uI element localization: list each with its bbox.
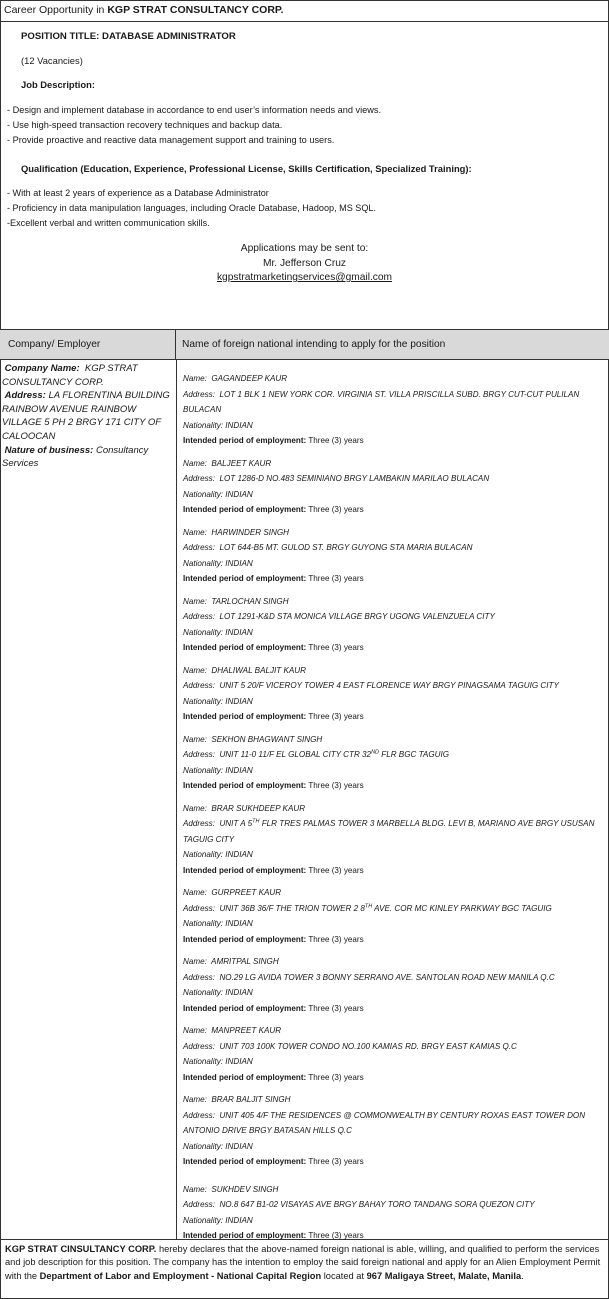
applicant-nationality: INDIAN (225, 420, 253, 430)
applicant-name: DHALIWAL BALJIT KAUR (211, 665, 306, 675)
applicant-nationality-line: Nationality: INDIAN (183, 696, 253, 706)
applicant-name-line: Name: TARLOCHAN SINGH (183, 596, 289, 606)
applicant-entry (183, 1023, 605, 1085)
applicant-name-line: Name: SEKHON BHAGWANT SINGH (183, 734, 323, 744)
applicant-address-line: Address: UNIT 405 4/F THE RESIDENCES @ COMMONWEALTH BY CENTURY ROXAS EAST TOWER DON ANTONIO DRIVE BRGY BATASAN HILLS Q.C (183, 1110, 586, 1135)
applicant-period-line: Intended period of employment: Three (3) years (183, 505, 364, 514)
footer-dole: Department of Labor and Employment - National Capital Region (39, 1270, 322, 1281)
applicant-name-line: Name: BRAR SUKHDEEP KAUR (183, 803, 306, 813)
applicant-nationality-line: Nationality: INDIAN (183, 1215, 253, 1225)
qualification-heading: Qualification (Education, Experience, Professional License, Skills Certification, Specialized Training): (21, 163, 472, 174)
applicant-nationality-line: Nationality: INDIAN (183, 1141, 253, 1151)
applicant-address-line: Address: LOT 1 BLK 1 NEW YORK COR. VIRGINIA ST. VILLA PRISCILLA SUBD. BRGY CUT-CUT PULILAN BULACAN (183, 389, 580, 414)
applicant-name: BRAR BALJIT SINGH (211, 1095, 291, 1104)
applicant-nationality: INDIAN (225, 558, 253, 568)
job-section (0, 22, 609, 329)
applicant-nationality-line: Nationality: INDIAN (183, 919, 253, 928)
applicant-address: UNIT 703 100K TOWER CONDO NO.100 KAMIAS RD. BRGY EAST KAMIAS Q.C (219, 1041, 517, 1051)
applicant-nationality: INDIAN (225, 1141, 253, 1151)
applicant-entry (183, 1182, 605, 1244)
applicant-entry (183, 801, 605, 879)
applicant-period: Three (3) years (308, 436, 364, 445)
footer-location: 967 Maligaya Street, Malate, Manila (366, 1270, 522, 1281)
applicant-period: Three (3) years (308, 1157, 364, 1166)
applicant-entry (183, 954, 605, 1016)
applicant-period: Three (3) years (308, 574, 364, 583)
company-address-label: Address: (4, 390, 46, 402)
list-item: - Provide proactive and reactive data management support and training to users. (7, 135, 335, 145)
company-business-label: Nature of business: (4, 444, 94, 456)
applicant-name-line: Name: BRAR BALJIT SINGH (183, 1095, 291, 1104)
applicant-entry (183, 594, 605, 656)
applicant-period-line: Intended period of employment: Three (3) years (183, 934, 364, 944)
applicant-period-line: Intended period of employment: Three (3) years (183, 1157, 364, 1166)
applicant-name-line: Name: MANPREET KAUR (183, 1026, 282, 1035)
applicant-nationality: INDIAN (225, 1057, 253, 1066)
applicant-nationality: INDIAN (225, 919, 253, 928)
applicant-name: GURPREET KAUR (211, 888, 282, 897)
applicant-period-line: Intended period of employment: Three (3) years (183, 574, 364, 583)
applicant-nationality: INDIAN (225, 489, 253, 499)
col-company-header: Company/ Employer (0, 330, 176, 359)
applicant-nationality: INDIAN (225, 696, 253, 706)
applicant-list (183, 371, 605, 1244)
applicant-period-line: Intended period of employment: Three (3) years (183, 1231, 364, 1240)
applicant-name-line: Name: BALJEET KAUR (183, 458, 272, 468)
applicant-nationality: INDIAN (225, 627, 253, 637)
applicant-nationality-line: Nationality: INDIAN (183, 489, 253, 499)
applicant-nationality: INDIAN (225, 850, 253, 859)
applicant-period: Three (3) years (308, 643, 364, 652)
company-address-value: LA FLORENTINA BUILDING RAINBOW AVENUE RAINBOW VILLAGE 5 PH 2 BRGY 171 CITY OF CALOOCAN (2, 390, 170, 442)
applicant-address: UNIT 11-0 11/F EL GLOBAL CITY CTR 32ND FLR BGC TAGUIG (219, 749, 450, 759)
applicant-name: SUKHDEV SINGH (211, 1184, 279, 1194)
applicant-entry (183, 371, 605, 449)
footer-company: KGP STRAT CINSULTANCY CORP. (5, 1244, 157, 1254)
applicant-entry (183, 456, 605, 518)
column-divider (176, 360, 177, 1240)
applicant-address: UNIT 36B 36/F THE TRION TOWER 2 8TH AVE. COR MC KINLEY PARKWAY BGC TAGUIG (219, 902, 552, 913)
job-description-list (7, 103, 381, 148)
applicant-period: Three (3) years (308, 781, 364, 790)
applicant-name: HARWINDER SINGH (211, 527, 289, 537)
applicant-entry (183, 663, 605, 725)
applicant-address: UNIT 405 4/F THE RESIDENCES @ COMMONWEALTH BY CENTURY ROXAS EAST TOWER DON ANTONIO DRIVE BRGY BATASAN HILLS Q.C (183, 1110, 586, 1135)
company-cell (2, 362, 176, 471)
applicant-name: GAGANDEEP KAUR (211, 374, 288, 383)
applicant-period: Three (3) years (308, 865, 364, 875)
applicant-address: LOT 1 BLK 1 NEW YORK COR. VIRGINIA ST. VILLA PRISCILLA SUBD. BRGY CUT-CUT PULILAN BULACAN (183, 389, 580, 414)
vacancies: (12 Vacancies) (21, 55, 83, 66)
applicant-address-line: Address: LOT 1286-D NO.483 SEMINIANO BRGY LAMBAKIN MARILAO BULACAN (183, 474, 490, 483)
header-company: KGP STRAT CONSULTANCY CORP. (107, 4, 284, 16)
company-business-value: Consultancy Services (2, 444, 149, 470)
application-contact (0, 242, 609, 286)
applicant-nationality-line: Nationality: INDIAN (183, 1057, 253, 1066)
table-header (0, 329, 609, 360)
applicant-period-line: Intended period of employment: Three (3) years (183, 643, 364, 652)
applicant-entry (183, 885, 605, 947)
list-item: - Proficiency in data manipulation languages, including Oracle Database, Hadoop, MS SQL. (7, 203, 377, 213)
applicant-address: LOT 1286-D NO.483 SEMINIANO BRGY LAMBAKIN MARILAO BULACAN (219, 474, 490, 483)
applicant-address: UNIT 5 20/F VICEROY TOWER 4 EAST FLORENCE WAY BRGY PINAGSAMA TAGUIG CITY (219, 681, 559, 690)
applicant-period: Three (3) years (308, 1231, 364, 1240)
declaration-footer (0, 1240, 609, 1299)
footer-text-1: hereby declares that the above-named foreign national is able, willing, and qualified to perform the services and job description for this position. The company has the intention to employ the said foreign national and apply for an Alien Employment Permit with the (5, 1244, 601, 1281)
applicant-name-line: Name: SUKHDEV SINGH (183, 1184, 279, 1194)
applicant-name-line: Name: AMRITPAL SINGH (183, 957, 279, 966)
applicant-name: BALJEET KAUR (211, 458, 272, 468)
list-item: -Excellent verbal and written communication skills. (7, 218, 210, 228)
applicant-entry (183, 732, 605, 794)
applicant-period-line: Intended period of employment: Three (3) years (183, 781, 364, 790)
applicant-name-line: Name: GAGANDEEP KAUR (183, 374, 288, 383)
applicant-address-line: Address: UNIT 11-0 11/F EL GLOBAL CITY CTR 32ND FLR BGC TAGUIG (183, 749, 450, 759)
applicant-nationality-line: Nationality: INDIAN (183, 558, 253, 568)
applicant-entry (183, 525, 605, 587)
applicant-period-line: Intended period of employment: Three (3) years (183, 1003, 364, 1013)
applicant-nationality-line: Nationality: INDIAN (183, 420, 253, 430)
applicant-entry (183, 1092, 605, 1170)
applicant-name: TARLOCHAN SINGH (211, 596, 289, 606)
applicant-address: LOT 644-B5 MT. GULOD ST. BRGY GUYONG STA MARIA BULACAN (219, 543, 473, 552)
footer-text-2: located at (321, 1270, 367, 1281)
applicant-address-line: Address: NO.8 647 B1-02 VISAYAS AVE BRGY BAHAY TORO TANDANG SORA QUEZON CITY (183, 1200, 535, 1209)
applicant-nationality: INDIAN (225, 765, 253, 775)
col-applicant-header: Name of foreign national intending to apply for the position (182, 339, 446, 350)
applicant-period-line: Intended period of employment: Three (3) years (183, 1072, 364, 1082)
job-description-heading: Job Description: (21, 79, 95, 90)
applicant-address-line: Address: NO.29 LG AVIDA TOWER 3 BONNY SERRANO AVE. SANTOLAN ROAD NEW MANILA Q.C (183, 972, 555, 982)
list-item: - Use high-speed transaction recovery techniques and backup data. (7, 120, 283, 130)
applicant-address-line: Address: UNIT 5 20/F VICEROY TOWER 4 EAST FLORENCE WAY BRGY PINAGSAMA TAGUIG CITY (183, 681, 559, 690)
apply-email-link[interactable]: kgpstratmarketingservices@gmail.com (216, 272, 393, 283)
qualification-list (7, 186, 376, 231)
applicant-period: Three (3) years (308, 934, 364, 944)
applicant-nationality-line: Nationality: INDIAN (183, 627, 253, 637)
page-header (0, 0, 609, 22)
applicant-address-line: Address: UNIT 703 100K TOWER CONDO NO.100 KAMIAS RD. BRGY EAST KAMIAS Q.C (183, 1041, 517, 1051)
applicant-name: SEKHON BHAGWANT SINGH (211, 734, 323, 744)
applicant-period: Three (3) years (308, 1072, 364, 1082)
applicant-name-line: Name: DHALIWAL BALJIT KAUR (183, 665, 306, 675)
apply-line: Applications may be sent to: (240, 243, 369, 254)
company-name-label: Company Name: (4, 363, 80, 374)
applicant-name-line: Name: GURPREET KAUR (183, 888, 282, 897)
applicant-address: NO.8 647 B1-02 VISAYAS AVE BRGY BAHAY TORO TANDANG SORA QUEZON CITY (219, 1200, 535, 1209)
header-prefix: Career Opportunity in (4, 4, 108, 16)
applicant-name: BRAR SUKHDEEP KAUR (211, 803, 306, 813)
applicant-period-line: Intended period of employment: Three (3) years (183, 865, 364, 875)
applicant-address-line: Address: LOT 1291-K&D STA MONICA VILLAGE BRGY UGONG VALENZUELA CITY (183, 612, 495, 621)
applicant-period-line: Intended period of employment: Three (3) years (183, 436, 364, 445)
applicant-period-line: Intended period of employment: Three (3) years (183, 712, 364, 721)
applicant-address-line: Address: LOT 644-B5 MT. GULOD ST. BRGY GUYONG STA MARIA BULACAN (183, 543, 473, 552)
list-item: - Design and implement database in accordance to end user’s information needs and views. (7, 105, 382, 115)
applicant-period: Three (3) years (308, 505, 364, 514)
applicant-nationality-line: Nationality: INDIAN (183, 988, 253, 997)
apply-name: Mr. Jefferson Cruz (262, 257, 347, 269)
applicant-nationality: INDIAN (225, 1215, 253, 1225)
position-title: POSITION TITLE: DATABASE ADMINISTRATOR (21, 31, 236, 42)
list-item: - With at least 2 years of experience as a Database Administrator (7, 188, 269, 198)
applicant-nationality-line: Nationality: INDIAN (183, 850, 253, 859)
applicant-address: NO.29 LG AVIDA TOWER 3 BONNY SERRANO AVE. SANTOLAN ROAD NEW MANILA Q.C (219, 972, 555, 982)
applicant-address: LOT 1291-K&D STA MONICA VILLAGE BRGY UGONG VALENZUELA CITY (219, 612, 495, 621)
applicant-nationality: INDIAN (225, 988, 253, 997)
table-body (0, 360, 609, 1240)
footer-end: . (521, 1270, 524, 1281)
applicant-name: MANPREET KAUR (211, 1026, 282, 1035)
applicant-period: Three (3) years (308, 712, 364, 721)
applicant-name-line: Name: HARWINDER SINGH (183, 527, 289, 537)
applicant-address: UNIT A 5TH FLR TRES PALMAS TOWER 3 MARBELLA BLDG. LEVI B, MARIANO AVE BRGY USUSAN TAGUIG CITY (183, 818, 595, 844)
applicant-name: AMRITPAL SINGH (211, 957, 279, 966)
applicant-address-line: Address: UNIT A 5TH FLR TRES PALMAS TOWER 3 MARBELLA BLDG. LEVI B, MARIANO AVE BRGY USUSAN TAGUIG CITY (183, 818, 595, 844)
company-name-value: KGP STRAT CONSULTANCY CORP. (2, 363, 138, 388)
applicant-address-line: Address: UNIT 36B 36/F THE TRION TOWER 2 8TH AVE. COR MC KINLEY PARKWAY BGC TAGUIG (183, 902, 552, 913)
applicant-nationality-line: Nationality: INDIAN (183, 765, 253, 775)
applicant-period: Three (3) years (308, 1003, 364, 1013)
